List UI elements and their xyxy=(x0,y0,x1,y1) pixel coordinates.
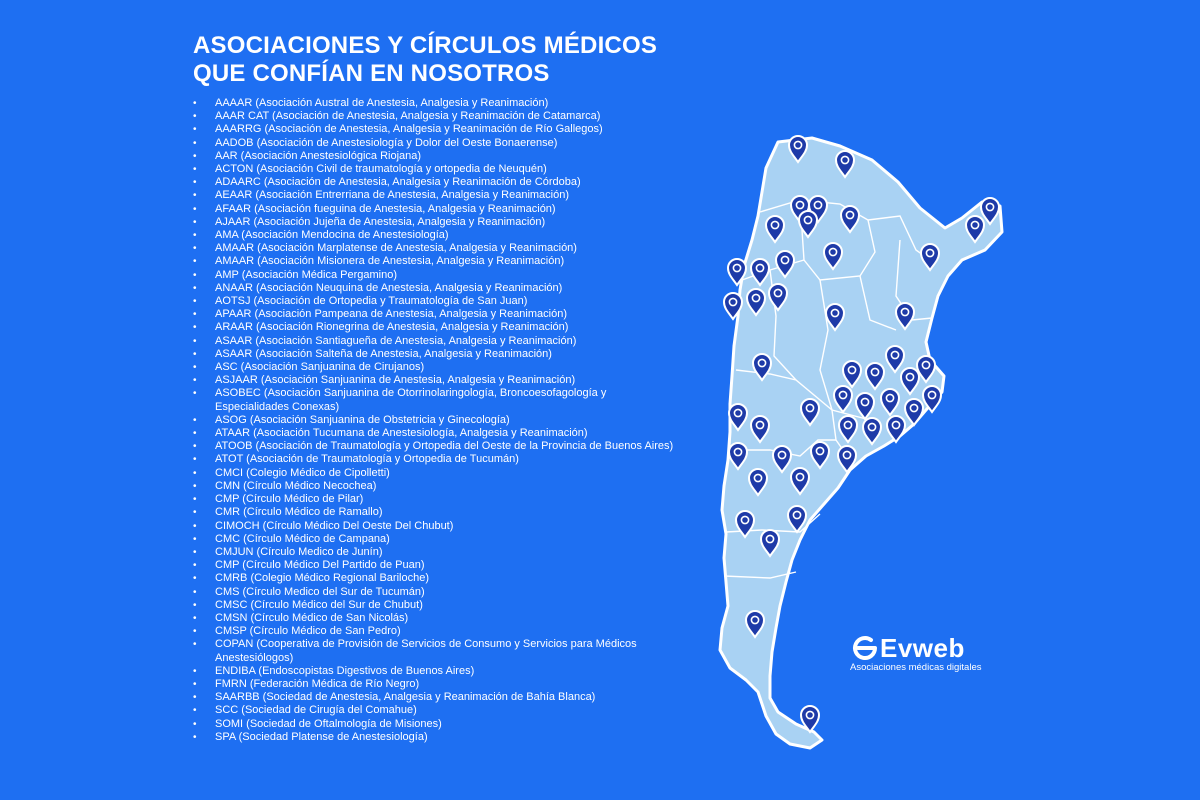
association-item: • CMR (Círculo Médico de Ramallo) xyxy=(193,506,683,519)
association-item: • AAAAR (Asociación Austral de Anestesia, Analgesia y Reanimación) xyxy=(193,97,683,110)
association-item: • AMAAR (Asociación Misionera de Anestesia, Analgesia y Reanimación) xyxy=(193,255,683,268)
association-item: • CMJUN (Círculo Medico de Junín) xyxy=(193,546,683,559)
association-item: • SCC (Sociedad de Cirugía del Comahue) xyxy=(193,704,683,717)
association-item: • ASOG (Asociación Sanjuanina de Obstetricia y Ginecología) xyxy=(193,414,683,427)
association-item: • AAR (Asociación Anestesiológica Riojana) xyxy=(193,150,683,163)
title-line-2: QUE CONFÍAN EN NOSOTROS xyxy=(193,60,550,87)
association-item: • CMCI (Colegio Médico de Cipolletti) xyxy=(193,467,683,480)
association-item: • AMA (Asociación Mendocina de Anestesiología) xyxy=(193,229,683,242)
association-item: • ATAAR (Asociación Tucumana de Anestesiología, Analgesia y Reanimación) xyxy=(193,427,683,440)
page-title xyxy=(193,32,657,88)
association-item: • CMP (Círculo Médico de Pilar) xyxy=(193,493,683,506)
association-item: • AADOB (Asociación de Anestesiología y Dolor del Oeste Bonaerense) xyxy=(193,137,683,150)
association-item: • AEAAR (Asociación Entrerriana de Anestesia, Analgesia y Reanimación) xyxy=(193,189,683,202)
association-item: • COPAN (Cooperativa de Provisión de Servicios de Consumo y Servicios para Médicos Anestesiólogos) xyxy=(193,638,683,664)
association-item: • CMP (Círculo Médico Del Partido de Puan) xyxy=(193,559,683,572)
brand-name: Evweb xyxy=(880,633,965,663)
association-item: • AMP (Asociación Médica Pergamino) xyxy=(193,269,683,282)
association-item: • AAARRG (Asociación de Anestesia, Analgesia y Reanimación de Río Gallegos) xyxy=(193,123,683,136)
association-item: • CMC (Círculo Médico de Campana) xyxy=(193,533,683,546)
association-item: • AFAAR (Asociación fueguina de Anestesia, Analgesia y Reanimación) xyxy=(193,203,683,216)
association-item: • ASAAR (Asociación Salteña de Anestesia, Analgesia y Reanimación) xyxy=(193,348,683,361)
association-item: • AAAR CAT (Asociación de Anestesia, Analgesia y Reanimación de Catamarca) xyxy=(193,110,683,123)
association-item: • AJAAR (Asociación Jujeña de Anestesia, Analgesia y Reanimación) xyxy=(193,216,683,229)
association-item: • AOTSJ (Asociación de Ortopedia y Traumatología de San Juan) xyxy=(193,295,683,308)
association-item: • ASOBEC (Asociación Sanjuanina de Otorrinolaringología, Broncoesofagología y Especialidades Conexas) xyxy=(193,387,683,413)
association-item: • ATOT (Asociación de Traumatología y Ortopedia de Tucumán) xyxy=(193,453,683,466)
association-item: • SOMI (Sociedad de Oftalmología de Misiones) xyxy=(193,718,683,731)
association-item: • CIMOCH (Círculo Médico Del Oeste Del Chubut) xyxy=(193,520,683,533)
association-item: • ACTON (Asociación Civil de traumatología y ortopedia de Neuquén) xyxy=(193,163,683,176)
association-item: • ASAAR (Asociación Santiagueña de Anestesia, Analgesia y Reanimación) xyxy=(193,335,683,348)
association-item: • ENDIBA (Endoscopistas Digestivos de Buenos Aires) xyxy=(193,665,683,678)
association-item: • CMS (Círculo Medico del Sur de Tucumán) xyxy=(193,586,683,599)
association-item: • ASC (Asociación Sanjuanina de Cirujanos) xyxy=(193,361,683,374)
associations-list xyxy=(193,97,683,744)
association-item: • CMN (Círculo Médico Necochea) xyxy=(193,480,683,493)
association-item: • ATOOB (Asociación de Traumatología y Ortopedia del Oeste de la Provincia de Buenos Aires) xyxy=(193,440,683,453)
association-item: • ANAAR (Asociación Neuquina de Anestesia, Analgesia y Reanimación) xyxy=(193,282,683,295)
association-item: • ADAARC (Asociación de Anestesia, Analgesia y Reanimación de Córdoba) xyxy=(193,176,683,189)
association-item: • ASJAAR (Asociación Sanjuanina de Anestesia, Analgesia y Reanimación) xyxy=(193,374,683,387)
association-item: • CMSP (Círculo Médico de San Pedro) xyxy=(193,625,683,638)
evweb-e-icon xyxy=(850,633,880,663)
association-item: • AMAAR (Asociación Marplatense de Anestesia, Analgesia y Reanimación) xyxy=(193,242,683,255)
association-item: • CMSC (Círculo Médico del Sur de Chubut) xyxy=(193,599,683,612)
brand-tagline: Asociaciones médicas digitales xyxy=(850,662,982,673)
association-item: • ARAAR (Asociación Rionegrina de Anestesia, Analgesia y Reanimación) xyxy=(193,321,683,334)
association-item: • SAARBB (Sociedad de Anestesia, Analgesia y Reanimación de Bahía Blanca) xyxy=(193,691,683,704)
association-item: • FMRN (Federación Médica de Río Negro) xyxy=(193,678,683,691)
association-item: • SPA (Sociedad Platense de Anestesiología) xyxy=(193,731,683,744)
association-item: • CMRB (Colegio Médico Regional Bariloche) xyxy=(193,572,683,585)
association-item: • CMSN (Círculo Médico de San Nicolás) xyxy=(193,612,683,625)
association-item: • APAAR (Asociación Pampeana de Anestesia, Analgesia y Reanimación) xyxy=(193,308,683,321)
title-line-1: ASOCIACIONES Y CÍRCULOS MÉDICOS xyxy=(193,32,658,59)
